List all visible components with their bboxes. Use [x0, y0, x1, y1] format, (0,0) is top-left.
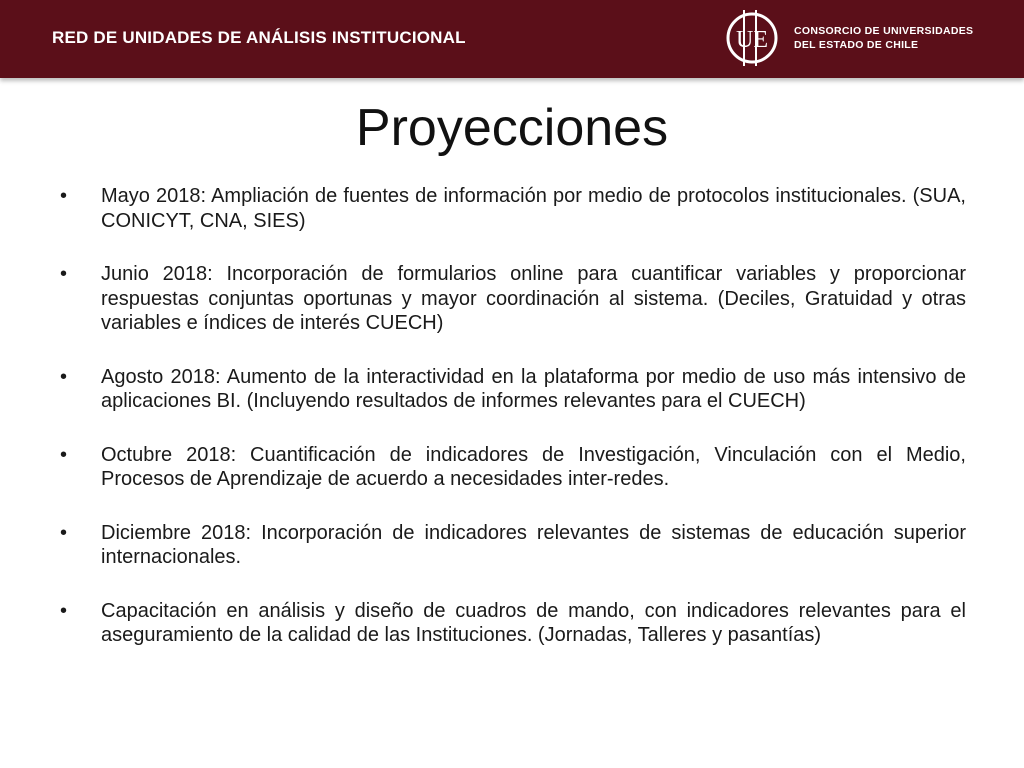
bullet-text: Capacitación en análisis y diseño de cuadros de mando, con indicadores relevantes para el aseguramiento de la calidad de las Instituciones. (Jornadas, Talleres y pasantías) — [101, 599, 966, 646]
logo-line-2: DEL ESTADO DE CHILE — [794, 39, 919, 51]
bullet-item — [60, 365, 966, 414]
bullet-icon: • — [60, 521, 68, 544]
bullet-icon: • — [60, 443, 68, 466]
bullet-item — [60, 184, 966, 233]
bullet-item — [60, 443, 966, 492]
bullet-item — [60, 599, 966, 648]
bullet-icon: • — [60, 365, 68, 388]
cuech-logo — [720, 6, 1010, 70]
logo-line-1: CONSORCIO DE UNIVERSIDADES — [794, 25, 974, 37]
bullet-item — [60, 262, 966, 336]
bullet-item — [60, 521, 966, 570]
bullet-text: Diciembre 2018: Incorporación de indicadores relevantes de sistemas de educación superior internacionales. — [101, 521, 966, 568]
cuech-logo-mark — [720, 6, 784, 70]
cuech-logo-text — [794, 24, 973, 52]
bullet-icon: • — [60, 599, 68, 622]
bullet-icon: • — [60, 185, 68, 207]
bullet-icon: • — [60, 263, 68, 285]
bullet-list — [60, 184, 966, 677]
header-title: RED DE UNIDADES DE ANÁLISIS INSTITUCIONAL — [52, 28, 466, 47]
header-bar — [0, 0, 1024, 78]
bullet-text: Octubre 2018: Cuantificación de indicadores de Investigación, Vinculación con el Medio, Procesos de Aprendizaje de acuerdo a necesidades inter-redes. — [101, 443, 966, 490]
page-title: Proyecciones — [355, 99, 669, 157]
bullet-text: Mayo 2018: Ampliación de fuentes de información por medio de protocolos institucionales. (SUA, CONICYT, CNA, SIES) — [101, 185, 966, 232]
cuech-logo-letters: UE — [736, 27, 768, 53]
bullet-text: Agosto 2018: Aumento de la interactividad en la plataforma por medio de uso más intensivo de aplicaciones BI. (Incluyendo resultados de informes relevantes para el CUECH) — [101, 365, 966, 412]
bullet-text: Junio 2018: Incorporación de formularios online para cuantificar variables y proporcionar respuestas conjuntas oportunas y mayor coordinación al sistema. (Deciles, Gratuidad y otras variables e índices de interés CUECH) — [101, 263, 966, 334]
